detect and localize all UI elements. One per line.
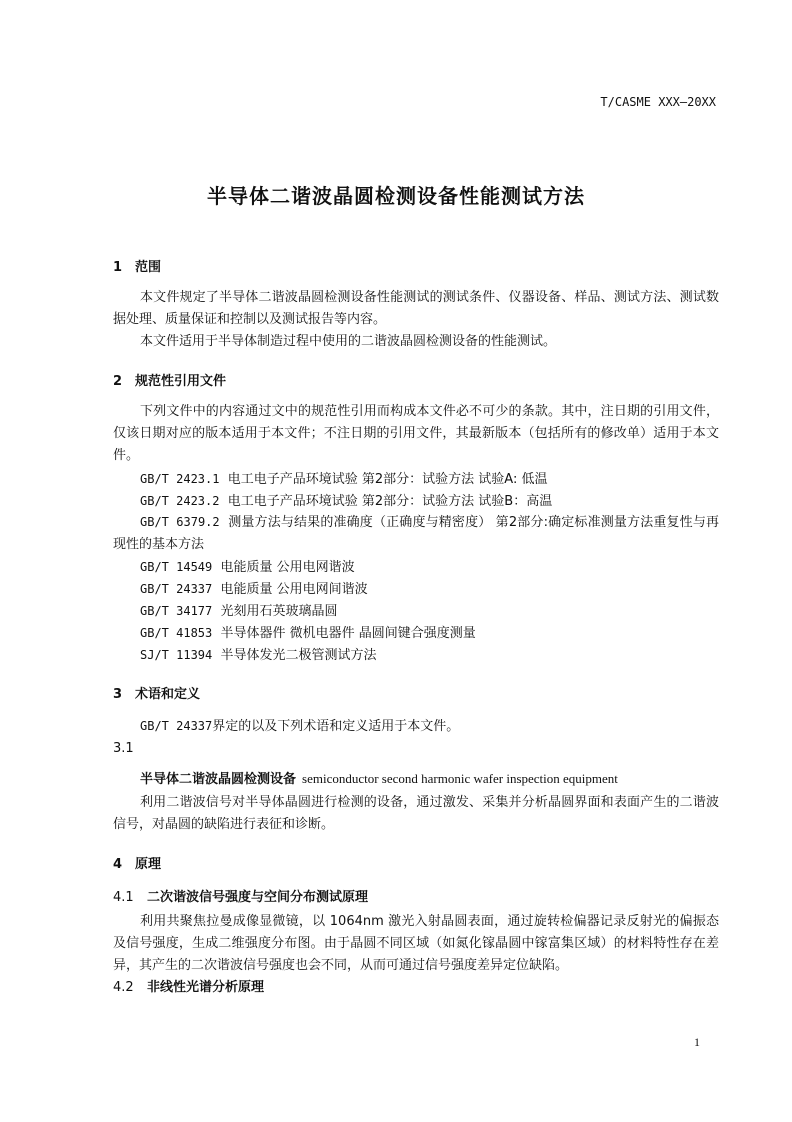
reference-code: GB/T 24337 (140, 582, 213, 596)
subsection-4-2-heading (113, 976, 264, 995)
subsection-title: 二次谐波信号强度与空间分布测试原理 (147, 890, 369, 905)
reference-title: 电工电子产品环境试验 第2部分：试验方法 试验A: 低温 (227, 472, 548, 487)
reference-title: 电能质量 公用电网间谐波 (220, 582, 368, 597)
section-title: 规范性引用文件 (135, 374, 227, 389)
terms-intro (140, 715, 459, 734)
reference-title: 测量方法与结果的准确度（正确度与精密度） 第2部分:确定标准测量方法重复性与再现性的基本方法 (113, 515, 719, 552)
principle-paragraph: 利用共聚焦拉曼成像显微镜，以 1064nm 激光入射晶圆表面，通过旋转检偏器记录反射光的偏振态及信号强度，生成二维强度分布图。由于晶圆不同区域（如氮化镓晶圆中镓富集区域）的材料特性存在差异，其产生的二次谐波信号强度也会不同，从而可通过信号强度差异定位缺陷。 (113, 914, 719, 973)
subsection-number: 4.1 (113, 890, 134, 905)
section-number: 4 (113, 857, 123, 872)
terms-intro-text: 界定的以及下列术语和定义适用于本文件。 (212, 719, 460, 734)
reference-item (140, 600, 338, 619)
term-chinese: 半导体二谐波晶圆检测设备 (140, 772, 297, 787)
section-2-heading (113, 370, 226, 389)
document-code: T/CASME XXX—20XX (600, 95, 716, 109)
subsection-title: 非线性光谱分析原理 (147, 980, 265, 995)
section-number: 3 (113, 687, 123, 702)
reference-title: 电工电子产品环境试验 第2部分：试验方法 试验B：高温 (227, 494, 553, 509)
reference-item (113, 511, 719, 556)
section-title: 范围 (135, 260, 162, 275)
reference-item (140, 556, 355, 575)
reference-code: GB/T 34177 (140, 604, 213, 618)
subsection-number: 4.2 (113, 980, 134, 995)
term-english: semiconductor second harmonic wafer inspection equipment (302, 771, 618, 786)
subsection-number: 3.1 (113, 741, 134, 756)
reference-title: 电能质量 公用电网谐波 (220, 560, 355, 575)
reference-item (140, 644, 377, 663)
section-number: 1 (113, 260, 123, 275)
reference-code: GB/T 2423.2 (140, 494, 220, 508)
reference-code: GB/T 2423.1 (140, 472, 220, 486)
reference-item (140, 622, 476, 641)
term-entry (140, 768, 618, 787)
reference-item (140, 578, 368, 597)
reference-code: GB/T 6379.2 (140, 515, 220, 529)
scope-paragraph-1: 本文件规定了半导体二谐波晶圆检测设备性能测试的测试条件、仪器设备、样品、测试方法、测试数据处理、质量保证和控制以及测试报告等内容。 (113, 290, 719, 327)
reference-title: 半导体发光二极管测试方法 (220, 648, 377, 663)
section-title: 术语和定义 (135, 687, 201, 702)
reference-title: 半导体器件 微机电器件 晶圆间键合强度测量 (220, 626, 476, 641)
page-number: 1 (694, 1035, 700, 1049)
reference-code: GB/T 41853 (140, 626, 213, 640)
reference-title: 光刻用石英玻璃晶圆 (220, 604, 338, 619)
scope-paragraph-2: 本文件适用于半导体制造过程中使用的二谐波晶圆检测设备的性能测试。 (140, 334, 557, 349)
reference-code: GB/T 14549 (140, 560, 213, 574)
references-intro: 下列文件中的内容通过文中的规范性引用而构成本文件必不可少的条款。其中，注日期的引用文件，仅该日期对应的版本适用于本文件；不注日期的引用文件，其最新版本（包括所有的修改单）适用于本文件。 (113, 404, 719, 463)
reference-code: GB/T 24337 (140, 719, 213, 733)
section-3-heading (113, 683, 200, 702)
section-number: 2 (113, 374, 123, 389)
section-1-heading (113, 256, 161, 275)
section-4-heading (113, 853, 161, 872)
reference-code: SJ/T 11394 (140, 648, 213, 662)
document-title: 半导体二谐波晶圆检测设备性能测试方法 (207, 184, 585, 208)
subsection-4-1-heading (113, 886, 368, 905)
term-definition: 利用二谐波信号对半导体晶圆进行检测的设备，通过激发、采集并分析晶圆界面和表面产生的二谐波信号，对晶圆的缺陷进行表征和诊断。 (113, 795, 719, 832)
reference-item (140, 468, 547, 487)
reference-item (140, 490, 552, 509)
section-title: 原理 (135, 857, 162, 872)
